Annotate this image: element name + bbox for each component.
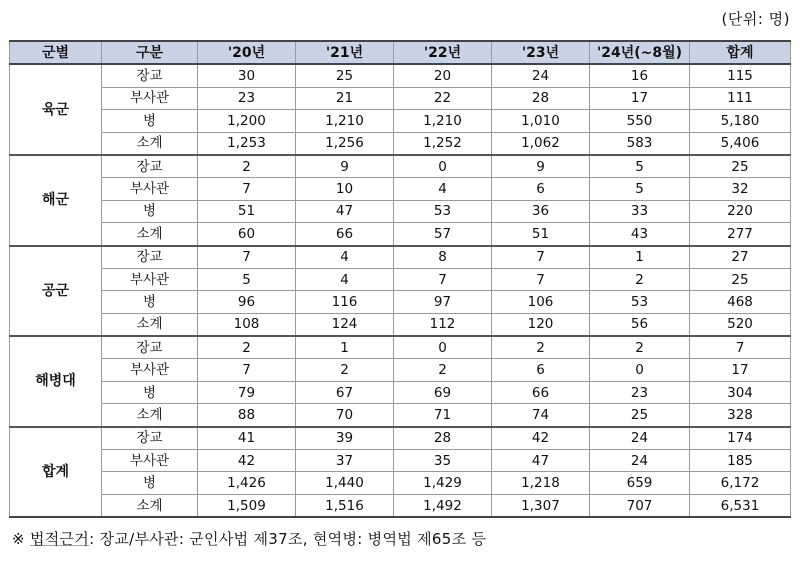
- unit-note: (단위: 명): [721, 10, 790, 28]
- table-row: [10, 87, 791, 109]
- value-cell: 51: [492, 223, 590, 246]
- value-cell: 24: [590, 450, 690, 472]
- value-cell: 174: [690, 427, 791, 450]
- value-cell: 5: [198, 268, 296, 290]
- table-row: [10, 291, 791, 313]
- value-cell: 70: [296, 404, 394, 427]
- header-cell: '21년: [296, 41, 394, 64]
- value-cell: 5,406: [690, 132, 791, 155]
- value-cell: 5,180: [690, 110, 791, 132]
- table-row: [10, 200, 791, 222]
- value-cell: 2: [590, 336, 690, 359]
- value-cell: 57: [394, 223, 492, 246]
- value-cell: 120: [492, 313, 590, 336]
- value-cell: 1,509: [198, 494, 296, 517]
- table-row: [10, 472, 791, 494]
- value-cell: 1,010: [492, 110, 590, 132]
- header-cell: '22년: [394, 41, 492, 64]
- table-row: [10, 223, 791, 246]
- header-cell: 군별: [10, 41, 102, 64]
- value-cell: 17: [590, 87, 690, 109]
- value-cell: 51: [198, 200, 296, 222]
- category-cell: 장교: [102, 336, 198, 359]
- value-cell: 7: [198, 359, 296, 381]
- branch-cell: 공군: [10, 246, 102, 337]
- category-cell: 부사관: [102, 359, 198, 381]
- value-cell: 2: [296, 359, 394, 381]
- value-cell: 2: [198, 336, 296, 359]
- value-cell: 53: [394, 200, 492, 222]
- category-cell: 장교: [102, 155, 198, 178]
- value-cell: 106: [492, 291, 590, 313]
- value-cell: 4: [296, 246, 394, 269]
- value-cell: 1,426: [198, 472, 296, 494]
- value-cell: 7: [492, 246, 590, 269]
- footnote-prefix: ※: [12, 530, 30, 548]
- category-cell: 소계: [102, 132, 198, 155]
- value-cell: 6,531: [690, 494, 791, 517]
- table-group: [10, 427, 791, 518]
- value-cell: 4: [394, 178, 492, 200]
- value-cell: 69: [394, 381, 492, 403]
- value-cell: 6: [492, 178, 590, 200]
- value-cell: 35: [394, 450, 492, 472]
- value-cell: 24: [492, 64, 590, 87]
- value-cell: 36: [492, 200, 590, 222]
- value-cell: 25: [296, 64, 394, 87]
- value-cell: 7: [394, 268, 492, 290]
- table-row: [10, 359, 791, 381]
- value-cell: 111: [690, 87, 791, 109]
- value-cell: 7: [198, 178, 296, 200]
- value-cell: 27: [690, 246, 791, 269]
- value-cell: 1,492: [394, 494, 492, 517]
- table-group: [10, 155, 791, 246]
- value-cell: 97: [394, 291, 492, 313]
- value-cell: 20: [394, 64, 492, 87]
- value-cell: 116: [296, 291, 394, 313]
- value-cell: 9: [492, 155, 590, 178]
- value-cell: 16: [590, 64, 690, 87]
- value-cell: 1,200: [198, 110, 296, 132]
- value-cell: 550: [590, 110, 690, 132]
- header-cell: '24년(~8월): [590, 41, 690, 64]
- category-cell: 장교: [102, 427, 198, 450]
- value-cell: 1,210: [296, 110, 394, 132]
- value-cell: 1,253: [198, 132, 296, 155]
- value-cell: 23: [198, 87, 296, 109]
- branch-cell: 해병대: [10, 336, 102, 427]
- value-cell: 43: [590, 223, 690, 246]
- value-cell: 5: [590, 178, 690, 200]
- category-cell: 소계: [102, 223, 198, 246]
- header-row: [10, 41, 791, 64]
- category-cell: 병: [102, 200, 198, 222]
- value-cell: 1,252: [394, 132, 492, 155]
- value-cell: 0: [590, 359, 690, 381]
- value-cell: 32: [690, 178, 791, 200]
- value-cell: 71: [394, 404, 492, 427]
- value-cell: 74: [492, 404, 590, 427]
- value-cell: 67: [296, 381, 394, 403]
- category-cell: 병: [102, 472, 198, 494]
- category-cell: 병: [102, 381, 198, 403]
- value-cell: 96: [198, 291, 296, 313]
- value-cell: 2: [492, 336, 590, 359]
- value-cell: 220: [690, 200, 791, 222]
- category-cell: 병: [102, 110, 198, 132]
- table-row: [10, 381, 791, 403]
- value-cell: 42: [198, 450, 296, 472]
- value-cell: 468: [690, 291, 791, 313]
- value-cell: 304: [690, 381, 791, 403]
- value-cell: 25: [590, 404, 690, 427]
- table-row: [10, 268, 791, 290]
- value-cell: 30: [198, 64, 296, 87]
- value-cell: 108: [198, 313, 296, 336]
- value-cell: 5: [590, 155, 690, 178]
- value-cell: 25: [690, 268, 791, 290]
- header-cell: '20년: [198, 41, 296, 64]
- table-row: [10, 494, 791, 517]
- table-row: [10, 450, 791, 472]
- value-cell: 707: [590, 494, 690, 517]
- value-cell: 1,429: [394, 472, 492, 494]
- footnote-text: : 장교/부사관: 군인사법 제37조, 현역병: 병역법 제65조 등: [89, 530, 487, 548]
- table-row: [10, 132, 791, 155]
- table-group: [10, 64, 791, 155]
- value-cell: 47: [296, 200, 394, 222]
- table-group: [10, 246, 791, 337]
- category-cell: 부사관: [102, 268, 198, 290]
- category-cell: 장교: [102, 64, 198, 87]
- value-cell: 1,256: [296, 132, 394, 155]
- value-cell: 2: [590, 268, 690, 290]
- value-cell: 33: [590, 200, 690, 222]
- value-cell: 0: [394, 155, 492, 178]
- value-cell: 6,172: [690, 472, 791, 494]
- value-cell: 1: [590, 246, 690, 269]
- value-cell: 41: [198, 427, 296, 450]
- category-cell: 장교: [102, 246, 198, 269]
- category-cell: 소계: [102, 494, 198, 517]
- value-cell: 4: [296, 268, 394, 290]
- value-cell: 23: [590, 381, 690, 403]
- value-cell: 112: [394, 313, 492, 336]
- category-cell: 부사관: [102, 450, 198, 472]
- value-cell: 22: [394, 87, 492, 109]
- branch-cell: 육군: [10, 64, 102, 155]
- value-cell: 17: [690, 359, 791, 381]
- table-row: [10, 427, 791, 450]
- table-row: [10, 246, 791, 269]
- value-cell: 124: [296, 313, 394, 336]
- value-cell: 277: [690, 223, 791, 246]
- value-cell: 6: [492, 359, 590, 381]
- value-cell: 7: [198, 246, 296, 269]
- table-row: [10, 155, 791, 178]
- value-cell: 520: [690, 313, 791, 336]
- category-cell: 소계: [102, 404, 198, 427]
- value-cell: 115: [690, 64, 791, 87]
- value-cell: 25: [690, 155, 791, 178]
- footnote-law-label: 법적근거: [29, 530, 90, 548]
- category-cell: 부사관: [102, 87, 198, 109]
- category-cell: 병: [102, 291, 198, 313]
- value-cell: 66: [296, 223, 394, 246]
- value-cell: 1,516: [296, 494, 394, 517]
- value-cell: 1,307: [492, 494, 590, 517]
- value-cell: 39: [296, 427, 394, 450]
- table-row: [10, 404, 791, 427]
- value-cell: 2: [198, 155, 296, 178]
- value-cell: 1,062: [492, 132, 590, 155]
- value-cell: 47: [492, 450, 590, 472]
- table-row: [10, 336, 791, 359]
- table-row: [10, 313, 791, 336]
- branch-cell: 해군: [10, 155, 102, 246]
- table-row: [10, 110, 791, 132]
- data-table: [9, 40, 791, 518]
- value-cell: 1,218: [492, 472, 590, 494]
- category-cell: 부사관: [102, 178, 198, 200]
- value-cell: 8: [394, 246, 492, 269]
- table-row: [10, 178, 791, 200]
- value-cell: 1: [296, 336, 394, 359]
- value-cell: 9: [296, 155, 394, 178]
- value-cell: 37: [296, 450, 394, 472]
- value-cell: 10: [296, 178, 394, 200]
- table-group: [10, 336, 791, 427]
- category-cell: 소계: [102, 313, 198, 336]
- table-row: [10, 64, 791, 87]
- header-cell: 구분: [102, 41, 198, 64]
- value-cell: 56: [590, 313, 690, 336]
- value-cell: 60: [198, 223, 296, 246]
- header-cell: '23년: [492, 41, 590, 64]
- value-cell: 28: [394, 427, 492, 450]
- value-cell: 2: [394, 359, 492, 381]
- value-cell: 7: [690, 336, 791, 359]
- value-cell: 79: [198, 381, 296, 403]
- value-cell: 42: [492, 427, 590, 450]
- value-cell: 328: [690, 404, 791, 427]
- value-cell: 583: [590, 132, 690, 155]
- value-cell: 1,440: [296, 472, 394, 494]
- value-cell: 88: [198, 404, 296, 427]
- value-cell: 659: [590, 472, 690, 494]
- branch-cell: 합계: [10, 427, 102, 518]
- value-cell: 66: [492, 381, 590, 403]
- value-cell: 53: [590, 291, 690, 313]
- value-cell: 24: [590, 427, 690, 450]
- value-cell: 28: [492, 87, 590, 109]
- value-cell: 21: [296, 87, 394, 109]
- value-cell: 185: [690, 450, 791, 472]
- value-cell: 7: [492, 268, 590, 290]
- value-cell: 1,210: [394, 110, 492, 132]
- footnote: [12, 528, 486, 549]
- value-cell: 0: [394, 336, 492, 359]
- header-cell: 합계: [690, 41, 791, 64]
